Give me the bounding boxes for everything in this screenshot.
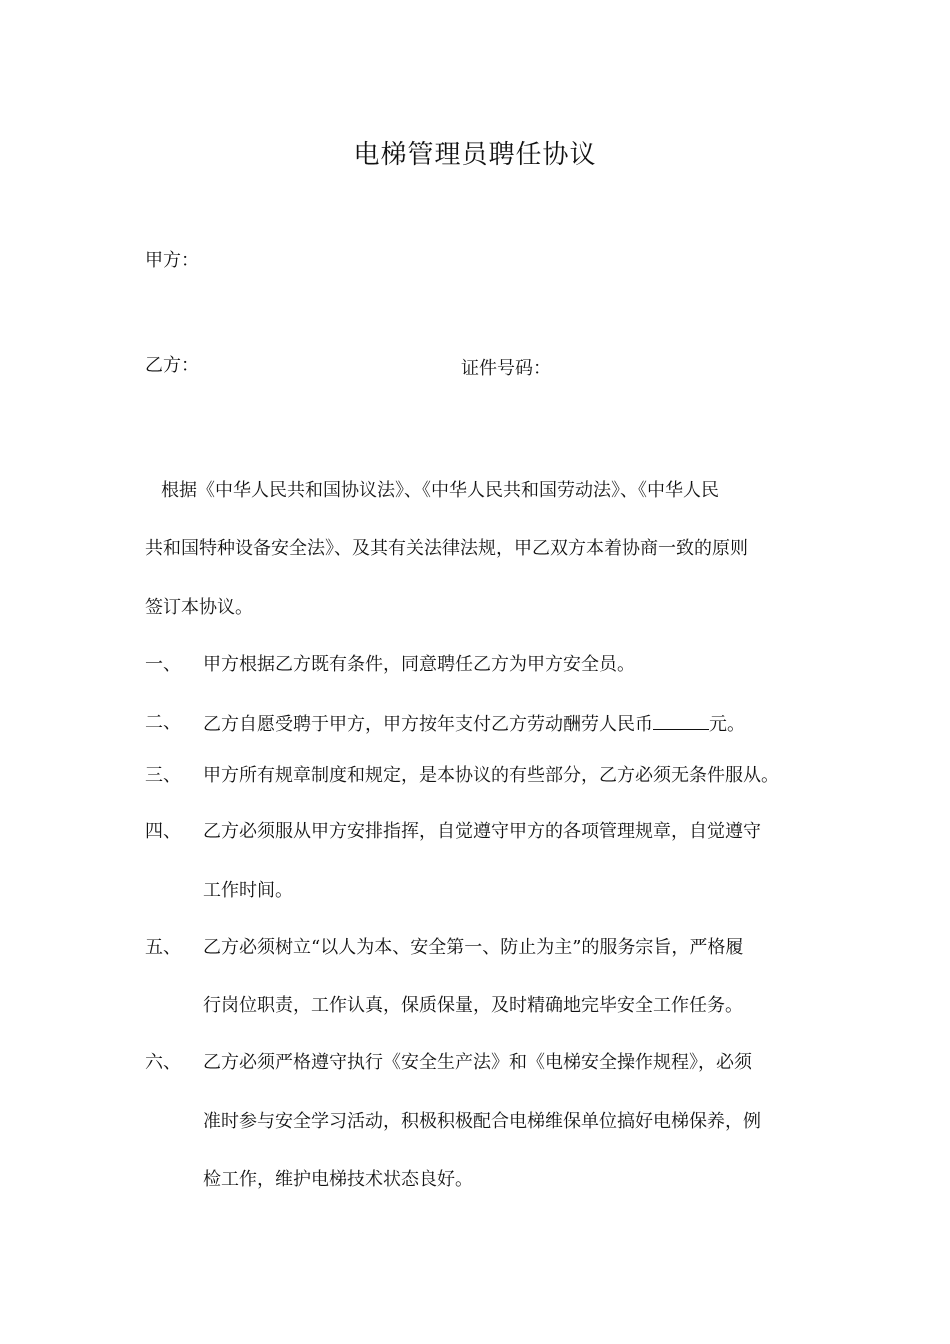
preamble-line-2: 共和国特种设备安全法》、及其有关法律法规，甲乙双方本着协商一致的原则 — [145, 538, 748, 559]
item-2-text-before: 乙方自愿受聘于甲方，甲方按年支付乙方劳动酬劳人民币 — [203, 714, 653, 735]
preamble-line-1: 根据《中华人民共和国协议法》、《中华人民共和国劳动法》、《中华人民 — [161, 480, 719, 501]
item-4-line-2: 工作时间。 — [203, 880, 293, 901]
preamble-line-3: 签订本协议。 — [145, 597, 253, 618]
item-6-line-3: 检工作，维护电梯技术状态良好。 — [203, 1169, 473, 1190]
item-1-line-1: 甲方根据乙方既有条件，同意聘任乙方为甲方安全员。 — [203, 654, 635, 675]
id-number-label: 证件号码： — [461, 358, 551, 379]
salary-blank — [653, 711, 709, 730]
item-2-text-after: 元。 — [709, 714, 745, 735]
item-1-number: 一、 — [145, 654, 181, 675]
party-a-label: 甲方： — [145, 250, 199, 271]
item-4-line-1: 乙方必须服从甲方安排指挥，自觉遵守甲方的各项管理规章，自觉遵守 — [203, 821, 761, 842]
item-5-number: 五、 — [145, 937, 181, 958]
item-5-line-2: 行岗位职责，工作认真，保质保量，及时精确地完毕安全工作任务。 — [203, 995, 743, 1016]
item-3-number: 三、 — [145, 765, 181, 786]
item-6-line-2: 准时参与安全学习活动，积极积极配合电梯维保单位搞好电梯保养，例 — [203, 1111, 761, 1132]
item-6-number: 六、 — [145, 1052, 181, 1073]
item-4-number: 四、 — [145, 821, 181, 842]
item-2-number: 二、 — [145, 712, 181, 733]
item-3-line-1: 甲方所有规章制度和规定，是本协议的有些部分，乙方必须无条件服从。 — [203, 765, 779, 786]
party-b-label: 乙方： — [145, 355, 199, 376]
item-2-line-1 — [203, 711, 745, 737]
document-title: 电梯管理员聘任协议 — [353, 140, 597, 170]
item-6-line-1: 乙方必须严格遵守执行《安全生产法》和《电梯安全操作规程》，必须 — [203, 1052, 752, 1073]
item-5-line-1: 乙方必须树立“以人为本、安全第一、防止为主”的服务宗旨，严格履 — [203, 937, 744, 958]
